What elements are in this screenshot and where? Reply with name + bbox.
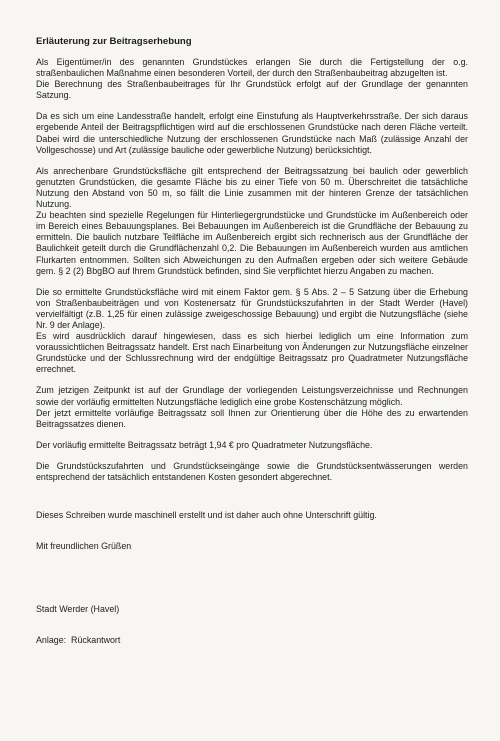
paragraph-line: Der vorläufig ermittelte Beitragssatz beträgt 1,94 € pro Quadratmeter Nutzungsfläche. [36,439,373,450]
paragraph-line: Zu beachten sind spezielle Regelungen für Hinterliegergrundstücke und Grundstücke im Außenbereich oder im Bereich eines Bebauungsplanes. Bei Bebauungen im Außenbereich ist die Grundfläche der Bebauung zu ermitteln. Die baulich nutzbare Teilfläche im Außenbereich ergibt sich rechnerisch aus der Grundfläche der Baulichkeit geteilt durch die Grundflächenzahl 0,2. Die Bebauungen im Außenbereich wurden aus amtlichen Flurkarten entnommen. Sollten sich Abweichungen zu den Aufmaßen ergeben oder sich weitere Gebäude gem. § 2 (2) BbgBO auf Ihrem Grundstück befinden, sind Sie verpflichtet hierzu Angaben zu machen. [36,210,468,276]
greeting: Mit freundlichen Grüßen [36,541,132,552]
attachment-line: Anlage: Rückantwort [36,635,121,646]
paragraph-driveways [36,461,468,483]
paragraph-usage-factor [36,287,468,376]
paragraph-line: Als anrechenbare Grundstücksfläche gilt entsprechend der Beitragssatzung bei baulich oder gewerblich genutzten Grundstücken, die gesamte Fläche bis zu einer Tiefe von 50 m. Überschreitet die tatsächliche Nutzung den Abstand von 50 m, so fällt die Linie zusammen mit der hinteren Grenze der tatsächlichen Nutzung. [36,165,468,210]
paragraph-line: Die Berechnung des Straßenbaubeitrages für Ihr Grundstück erfolgt auf der Grundlage der genannten Satzung. [36,79,468,101]
paragraph-line: Es wird ausdrücklich darauf hingewiesen, dass es sich hierbei lediglich um eine Information zum voraussichtlichen Beitragssatz handelt. Erst nach Einarbeitung von Änderungen zur Nutzungsfläche einzelner Grundstücke und der Schlussrechnung wird der endgültige Beitragssatz pro Quadratmeter Nutzungsfläche errechnet. [36,331,468,375]
paragraph-road-classification [36,111,468,155]
paragraph-contribution-intro [36,57,468,101]
paragraph-plot-area [36,166,468,277]
paragraph-line: Der jetzt ermittelte vorläufige Beitragssatz soll Ihnen zur Orientierung über die Höhe des zu erwartenden Beitragssatzes dienen. [36,407,468,429]
paragraph-line: Die Grundstückszufahrten und Grundstückseingänge sowie die Grundstücksentwässerungen werden entsprechend der tatsächlich entstandenen Kosten gesondert abgerechnet. [36,460,468,482]
paragraph-line: Zum jetzigen Zeitpunkt ist auf der Grundlage der vorliegenden Leistungsverzeichnisse und Rechnungen sowie der vorläufig ermittelten Nutzungsfläche lediglich eine grobe Kostenschätzung möglich. [36,385,468,407]
paragraph-line: Die so ermittelte Grundstücksfläche wird mit einem Faktor gem. § 5 Abs. 2 – 5 Satzung über die Erhebung von Straßenbaubeiträgen und von Kostenersatz für Grundstückszufahrten in der Stadt Werder (Havel) vervielfältigt (z.B. 1,25 für einen zulässige zweigeschossige Bebauung) und ergibt die Nutzungsfläche (siehe Nr. 9 der Anlage). [36,286,468,330]
document-title: Erläuterung zur Beitragserhebung [36,36,192,47]
sender-name: Stadt Werder (Havel) [36,604,120,615]
paragraph-cost-estimate [36,385,468,429]
machine-generated-note: Dieses Schreiben wurde maschinell erstellt und ist daher auch ohne Unterschrift gültig. [36,510,377,521]
paragraph-line: Da es sich um eine Landesstraße handelt, erfolgt eine Einstufung als Hauptverkehrsstraße. Der sich daraus ergebende Anteil der Beitragspflichtigen wird auf die erschlossenen Grundstücke nach deren Fläche verteilt. Dabei wird die unterschiedliche Nutzung der erschlossenen Grundstücke nach Maß (zulässige Anzahl der Vollgeschosse) und Art (zulässige bauliche oder gewerbliche Nutzung) berücksichtigt. [36,111,468,155]
paragraph-contribution-rate [36,440,468,451]
paragraph-line: Als Eigentümer/in des genannten Grundstückes erlangen Sie durch die Fertigstellung der o.g. straßenbaulichen Maßnahme einen besonderen Vorteil, der durch den Straßenbaubeitrag abzugelten ist. [36,57,468,79]
